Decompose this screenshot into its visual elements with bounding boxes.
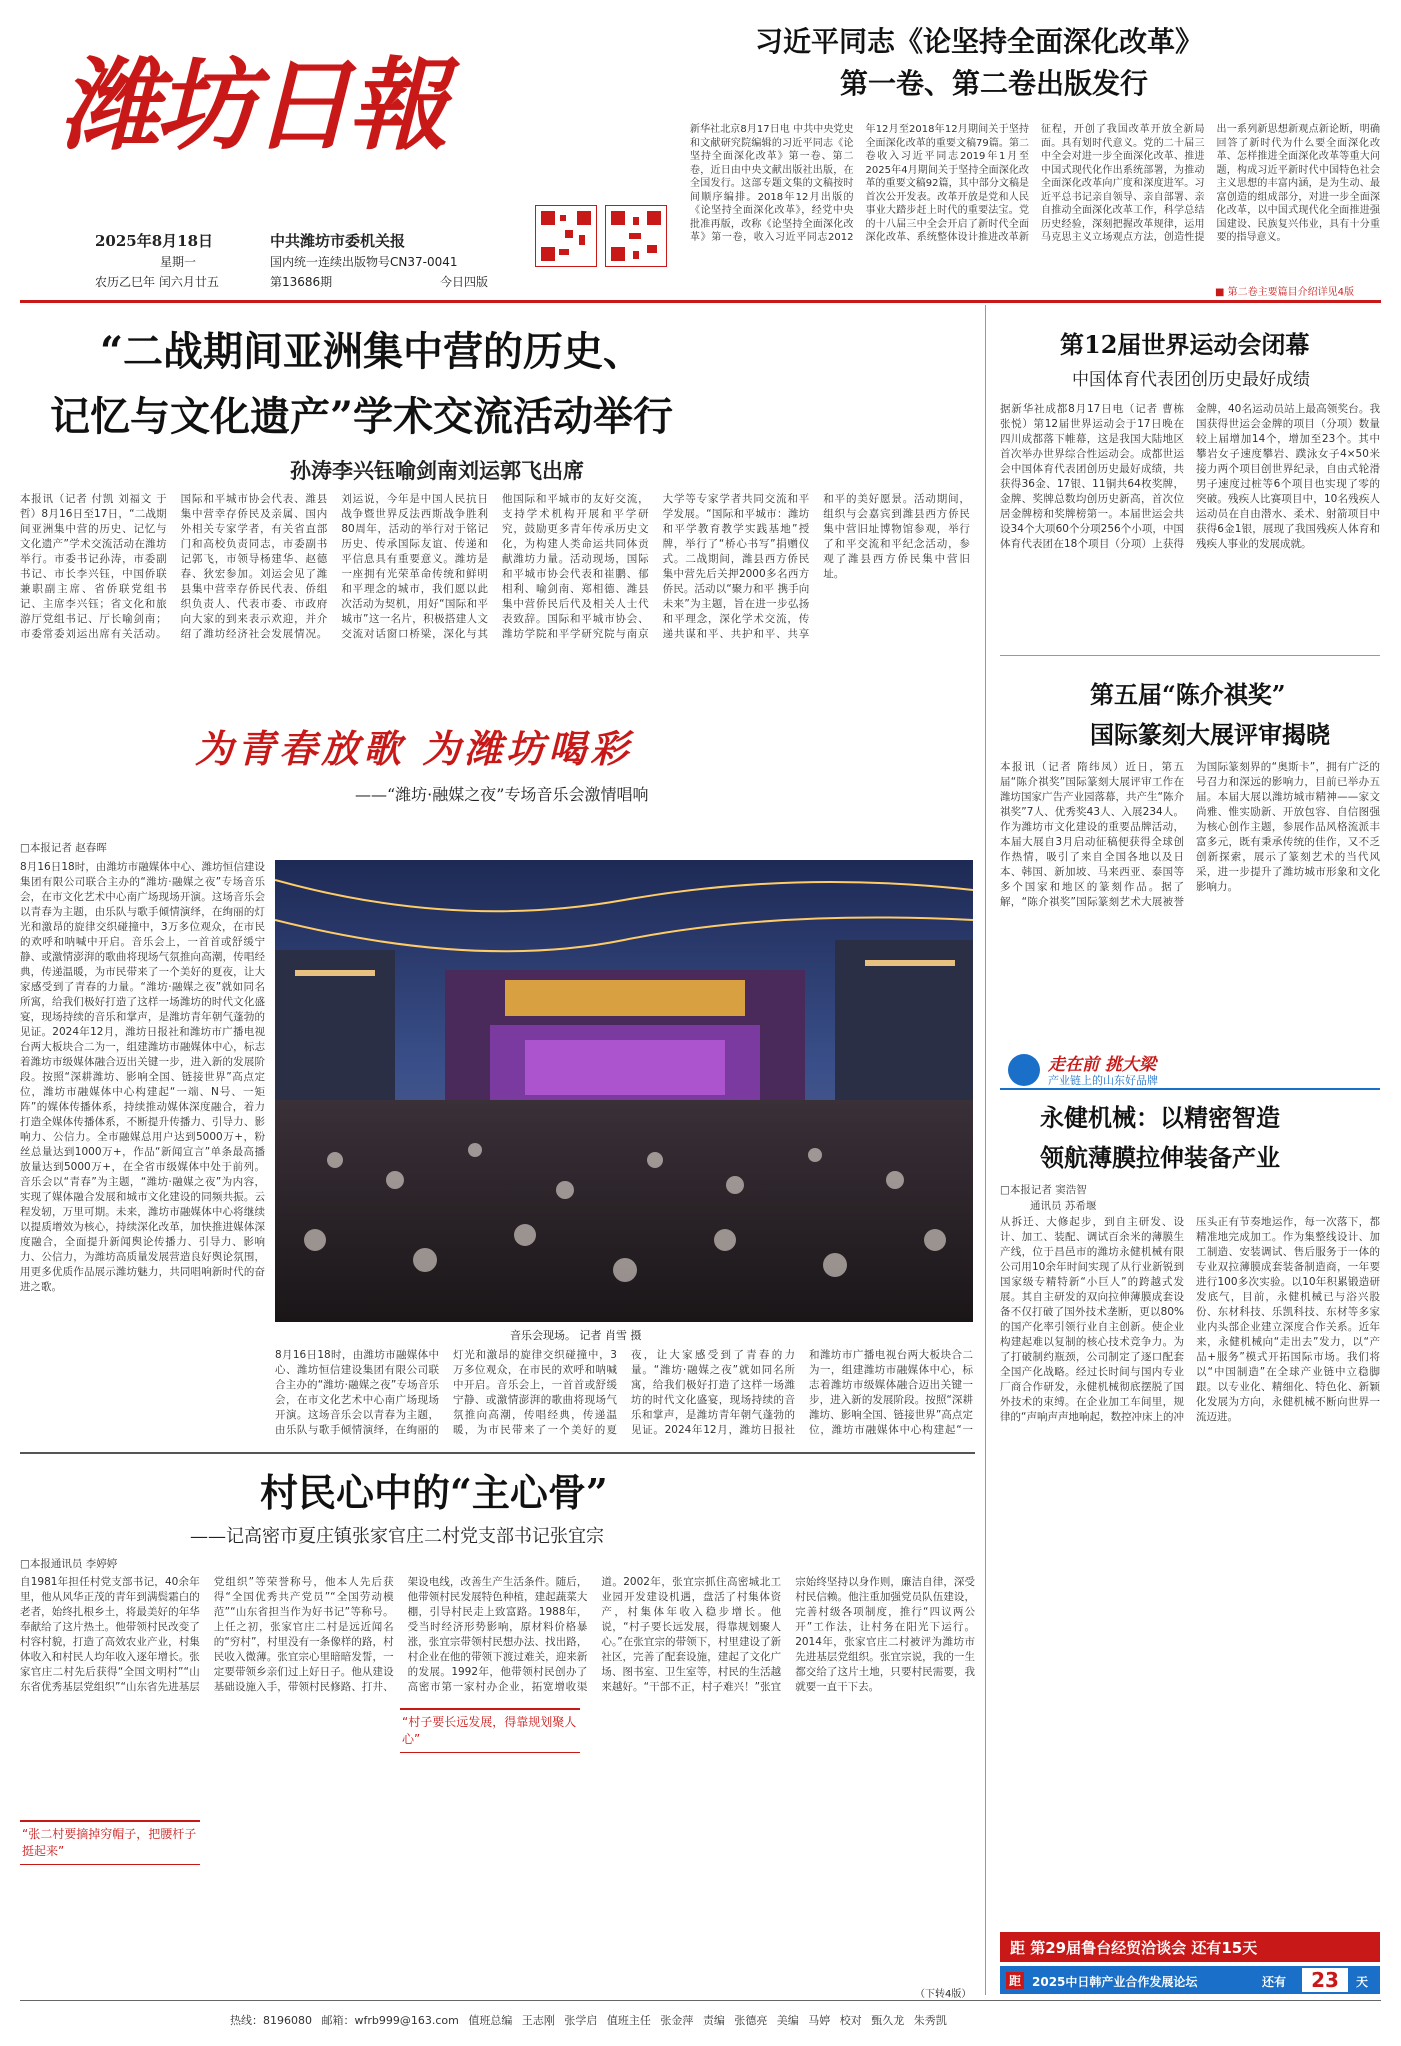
music-body-text-2: 8月16日18时，由潍坊市融媒体中心、潍坊恒信建设集团有限公司联合主办的“潍坊·融媒之夜”专场音乐会，在市文化艺术中心南广场现场开演。这场音乐会以青春为主题，由乐队与歌手倾情演绎，在绚丽的灯光和激昂的旋律交织碰撞中，3万多位观众，在市民的欢呼和呐喊中开启。音乐会上，一首首或舒缓宁静、或激情澎湃的歌曲将现场气氛推向高潮，传唱经典，传递温暖，为市民带来了一个美好的夏夜，让大家感受到了青春的力量。“潍坊·融媒之夜”就如同名所寓，给我们极好打造了这样一场潍坊的时代文化盛宴，现场持续的音乐和掌声，是潍坊青年朝气蓬勃的见证。2024年12月，潍坊日报社和潍坊市广播电视台两大板块合二为一，组建潍坊市融媒体中心，标志着潍坊市级媒体融合迈出关键一步，进入新的发展阶段。按照“深耕潍坊、影响全国、链接世界”高点定位，潍坊市融媒体中心构建起“一 xyxy=(275,1349,973,1436)
seal-body: 本报讯（记者 隋纬凤）近日，第五届“陈介祺奖”国际篆刻大展评审工作在潍坊国家广告产业园落幕，共产生“陈介祺奖”7人、优秀奖43人、入展234人。作为潍坊市文化建设的重要品牌活动，本届大展自3月启动征稿便获得全球创作热情，吸引了来自全国各地以及日本、韩国、新加坡、马来西亚、泰国等多个国家和地区的篆刻作品。据了解，“陈介祺奖”国际篆刻艺术大展被誉为国际篆刻界的“奥斯卡”，拥有广泛的号召力和深远的影响力，目前已举办五届。本届大展以潍坊城市精神——家文尚雅、惟实励新、开放包容、自信图强为核心创作主题，参展作品风格流派丰富多元，既有秉承传统的佳作，又不乏创新探索，展示了篆刻艺术的当代风采，进一步提升了潍坊城市形象和文化影响力。 xyxy=(1000,761,1380,908)
countdown-banner-1-text: 距 第29届鲁台经贸洽谈会 还有15天 xyxy=(1010,1939,1258,1957)
story2-subheadline: ——记高密市夏庄镇张家官庄二村党支部书记张宜宗 xyxy=(190,1526,604,1547)
story2-quote-1-text: “张二村要摘掉穷帽子，把腰杆子挺起来” xyxy=(22,1827,197,1858)
music-subtitle: ——“潍坊·融媒之夜”专场音乐会激情唱响 xyxy=(355,785,649,804)
lead-headline-1: 习近平同志《论坚持全面深化改革》 xyxy=(755,25,1204,58)
story2-body: 自1981年担任村党支部书记，40余年里，他从风华正茂的青年到满鬓霜白的老者，始终扎根乡土，将最美好的年华奉献给了这片热土。他带领村民改变了村容村貌，打造了高效农业产业，村集体收入和村民人均年收入逐年增长。张家官庄二村先后获得“全国文明村”“山东省优秀基层党组织”“山东省先进基层党组织”等荣誉称号，他本人先后获得“全国优秀共产党员”“全国劳动模范”“山东省担当作为好书记”等称号。上任之初，张家官庄二村是远近闻名的“穷村”，村里没有一条像样的路，村民收入微薄。张宜宗心里暗暗发誓，一定要带领乡亲们过上好日子。他从建设基础设施入手，带领村民修路、打井、架设电线，改善生产生活条件。随后，他带领村民发展特色种植，建起蔬菜大棚，引导村民走上致富路。1988年，受当时经济形势影响，原材料价格暴涨，张宜宗带领村民想办法、找出路，村企业在他的带领下渡过难关，迎来新的发展。1992年，他带领村民创办了高密市第一家村办企业，拓宽增收渠道。2002年，张宜宗抓住高密城北工业园开发建设机遇，盘活了村集体资产，村集体年收入稳步增长。他说，“村子要长远发展，得靠规划聚人心。”在张宜宗的带领下，村里建设了新社区，完善了配套设施，建起了文化广场、图书室、卫生室等，村民的生活越来越好。“干部不正，村子难兴！”张宜宗始终坚持以身作则，廉洁自律，深受村民信赖。他注重加强党员队伍建设，完善村级各项制度，推行“四议两公开”工作法，让村务在阳光下运行。2014年，张家官庄二村被评为潍坊市先进基层党组织。张宜宗说，我的一生都交给了这片土地，只要村民需要，我就要一直干下去。 xyxy=(20,1576,975,1693)
story2-headline: 村民心中的“主心骨” xyxy=(260,1470,608,1515)
music-body-text: 8月16日18时，由潍坊市融媒体中心、潍坊恒信建设集团有限公司联合主办的“潍坊·融媒之夜”专场音乐会，在市文化艺术中心南广场现场开演。这场音乐会以青春为主题，由乐队与歌手倾情演绎，在绚丽的灯光和激昂的旋律交织碰撞中，3万多位观众，在市民的欢呼和呐喊中开启。音乐会上，一首首或舒缓宁静、或激情澎湃的歌曲将现场气氛推向高潮，传唱经典，传递温暖，为市民带来了一个美好的夏夜，让大家感受到了青春的力量。“潍坊·融媒之夜”就如同名所寓，给我们极好打造了这样一场潍坊的时代文化盛宴，现场持续的音乐和掌声，是潍坊青年朝气蓬勃的见证。2024年12月，潍坊日报社和潍坊市广播电视台两大板块合二为一，组建潍坊市融媒体中心，标志着潍坊市级媒体融合迈出关键一步，进入新的发展阶段。按照“深耕潍坊、影响全国、链接世界”高点定位，潍坊市融媒体中心构建起“一端、N号、一矩阵”的媒体传播体系，持续推动媒体深度融合，着力打造全媒体传播体系，不断提升传播力、引导力、影响力、公信力。全市融媒总用户达到5000万+，粉丝总量达到1000万+，作品“新闻宣言”单条最高播放量达到5000万+，在全省市级媒体中处于前列。音乐会以“青春”为主题，“潍坊·融媒之夜”为内容，实现了媒体融合发展和城市文化建设的同频共振。云程发轫，万里可期。未来，潍坊市融媒体中心将继续以提质增效为核心，持续深化改革，加快推进媒体深度融合，全面提升新闻舆论传播力、引导力、影响力、公信力，为潍坊高质量发展营造良好舆论氛围，用更多优质作品展示潍坊魅力，共同唱响新时代的奋进之歌。 xyxy=(20,861,265,1293)
photo-caption: 音乐会现场。 记者 肖雪 摄 xyxy=(510,1329,642,1342)
footer-rule xyxy=(20,2000,1381,2001)
seal-subheadline: 国际篆刻大展评审揭晓 xyxy=(1090,720,1330,749)
qr-code-1[interactable] xyxy=(535,205,597,285)
countdown-2-title: 2025中日韩产业合作发展论坛 xyxy=(1032,1975,1198,1989)
company-body: 从拆迁、大修起步，到自主研发、设计、加工、装配、调试百余米的薄膜生产线，位于昌邑市的潍坊永健机械有限公司用10余年时间实现了从行业新锐到国家级专精特新“小巨人”的跨越式发展。其自主研发的双向拉伸薄膜成套设备不仅打破了国外技术垄断，更以80%的国产化率引领行业自主创新。使企业构建起难以复制的核心技术竞争力。为了打破制约瓶颈，公司制定了逐口配套全国产化战略。经过长时间与国内专业厂商合作研发，永健机械彻底摆脱了国外技术的束缚。在企业加工车间里，规律的“声响声声地响起，数控冲床上的冲压头正有节奏地运作，每一次落下，都精准地完成加工。作为集整线设计、加工制造、安装调试、售后服务于一体的专业双拉薄膜成套装备制造商，一年要进行100多次实验。以10年积累锻造研发底气，目前，永健机械已与浴兴股份、东材科技、乐凯科技、东材等多家业内头部企业建立深度合作关系。近年来，永健机械向“走出去”发力，以“产品+服务”模式开拓国际市场。我们将以“中国制造”在全球产业链中立稳脚跟。以专业化、精细化、特色化、新颖化发展为方向，永健机械不断向世界一流迈进。 xyxy=(1000,1216,1380,1423)
music-reporter: □本报记者 赵春晖 xyxy=(20,842,107,854)
games-headline: 第12届世界运动会闭幕 xyxy=(1060,330,1310,359)
story1-headline-2: 记忆与文化遗产”学术交流活动举行 xyxy=(50,393,674,440)
qr-code-2[interactable] xyxy=(605,205,667,285)
banner-icon xyxy=(1008,1054,1040,1086)
column-divider xyxy=(985,305,986,1995)
masthead-logo xyxy=(60,40,470,160)
countdown-2-days: 23 xyxy=(1302,1968,1348,1992)
company-headline-1: 永健机械：以精密智造 xyxy=(1040,1103,1280,1132)
concert-photo-image xyxy=(275,860,973,1322)
company-reporter: □本报记者 窦浩智 xyxy=(1000,1184,1087,1196)
lead-note[interactable]: ■ 第二卷主要篇目介绍详见4版 xyxy=(1215,287,1354,298)
countdown-2-unit: 天 xyxy=(1356,1975,1369,1989)
story2-quote-1 xyxy=(20,1820,200,1865)
issue-lunar: 农历乙巳年 闰六月廿五 xyxy=(95,275,219,289)
story1-subheadline: 孙涛李兴钰喻剑南刘运郭飞出席 xyxy=(290,458,584,483)
company-reporter-2: 通讯员 苏希堰 xyxy=(1030,1200,1097,1212)
masthead-title xyxy=(60,40,470,160)
story2-quote-2-text: “村子要长远发展，得靠规划聚人心” xyxy=(402,1715,577,1746)
publication-cn: 国内统一连续出版物号CN37-0041 xyxy=(270,255,458,269)
page-count: 今日四版 xyxy=(440,275,489,289)
countdown-banner-1[interactable] xyxy=(1000,1932,1380,1962)
svg-text:潍坊日報: 潍坊日報 xyxy=(60,46,444,160)
story1-headline-1: “二战期间亚洲集中营的历史、 xyxy=(100,328,644,375)
issue-date: 2025年8月18日 xyxy=(95,232,214,250)
seal-headline: 第五届“陈介祺奖” xyxy=(1090,680,1286,709)
issue-weekday: 星期一 xyxy=(160,255,197,269)
music-body-bottom xyxy=(275,1348,973,1448)
column-banner-title: 走在前 挑大梁 xyxy=(1048,1055,1156,1075)
lead-headline-2: 第一卷、第二卷出版发行 xyxy=(840,67,1149,100)
column-banner xyxy=(1000,1048,1380,1090)
music-divider xyxy=(20,1452,975,1454)
games-subheadline: 中国体育代表团创历史最好成绩 xyxy=(1072,370,1310,390)
story2-quote-2 xyxy=(400,1708,580,1753)
masthead-divider xyxy=(20,300,1381,303)
countdown-2-label: 距 xyxy=(1006,1972,1024,1989)
story2-reporter: □本报通讯员 李婷婷 xyxy=(20,1558,118,1570)
company-headline-2: 领航薄膜拉伸装备产业 xyxy=(1040,1143,1280,1172)
music-body-left xyxy=(20,860,265,1440)
issue-number: 第13686期 xyxy=(270,275,333,289)
publisher: 中共潍坊市委机关报 xyxy=(270,232,406,250)
countdown-2-prefix: 还有 xyxy=(1262,1975,1287,1989)
games-body: 据新华社成都8月17日电（记者 曹栋 张悦）第12届世界运动会于17日晚在四川成都落下帷幕，这是我国大陆地区首次举办世界综合性运动会。成都世运会中国体育代表团创历史最好成绩，共获得36金、17银、11铜共64枚奖牌，金牌、奖牌总数均创历史新高，首次位居金牌榜和奖牌榜第一。本届世运会共设34个大项60个分项256个小项，中国体育代表团在18个项目（分项）上获得金牌，40名运动员站上最高领奖台。我国获得世运会金牌的项目（分项）数量较上届增加14个，增加至23个。其中攀岩女子速度攀岩、蹼泳女子4×50米接力两个项目创世界纪录，自由式轮滑男子速度过桩等6个项目也实现了零的突破。残疾人比赛项目中，10名残疾人运动员在自由潜水、柔术、射箭项目中获得6金1银，展现了我国残疾人体育和残疾人事业的发展成就。 xyxy=(1000,403,1380,550)
games-divider xyxy=(1000,655,1380,656)
column-banner-sub: 产业链上的山东好品牌 xyxy=(1048,1074,1158,1087)
concert-photo[interactable] xyxy=(275,860,973,1322)
music-title: 为青春放歌 为潍坊喝彩 xyxy=(195,726,633,771)
footer-info: 热线：8196080 邮箱：wfrb999@163.com 值班总编 王志刚 张学启 值班主任 张金萍 责编 张德亮 美编 马婷 校对 甄久龙 朱秀凯 xyxy=(230,2014,947,2027)
countdown-banner-2[interactable] xyxy=(1000,1966,1380,1994)
story1-body: 本报讯（记者 付凯 刘福文 于哲）8月16日至17日，“二战期间亚洲集中营的历史、记忆与文化遗产”学术交流活动在潍坊举行。市委书记孙涛，市委副书记、市长李兴钰，中国侨联兼职副主席、省侨联党组书记、主席李兴钰；省文化和旅游厅党组书记、厅长喻剑南；市委常委刘运出席有关活动。国际和平城市协会代表、潍县集中营幸存侨民及亲属、国内外相关专家学者，有关省直部门和高校负责同志，市委副书记郭飞，市领导杨建华、赵德春、狄宏参加。刘运会见了潍县集中营幸存侨民代表、侨组织负责人、代表市委、市政府向大家的到来表示欢迎，并介绍了潍坊经济社会发展情况。刘运说，今年是中国人民抗日战争暨世界反法西斯战争胜利80周年，活动的举行对于铭记历史、传承国际友谊、传递和平信息具有重要意义。潍坊是一座拥有光荣革命传统和鲜明和平理念的城市，我们愿以此次活动为契机，用好“国际和平城市”这一名片，积极搭建人文交流对话窗口桥梁，深化与其他国际和平城市的友好交流，支持学术机构开展和平学研究，鼓励更多青年传承历史文化，为构建人类命运共同体贡献潍坊力量。活动现场，国际和平城市协会代表和崔鹏、郁相利、喻剑南、郑相德、潍县集中营侨民后代及相关人士代表致辞。国际和平城市协会、潍坊学院和平学研究院与南京大学等专家学者共同交流和平学发展。“国际和平城市：潍坊和平学教育教学实践基地”授牌，举行了“桥心书写”捐赠仪式。二战期间，潍县西方侨民集中营先后关押2000多名西方侨民。活动以“聚力和平 携手向未来”为主题，旨在进一步弘扬和平理念，深化学术交流，传递共谋和平、共护和平、共享和平的美好愿景。活动期间，组织与会嘉宾到潍县西方侨民集中营旧址博物馆参观，举行了和平交流和平纪念活动，参观了潍县西方侨民集中营旧址。 xyxy=(20,493,970,640)
lead-body: 新华社北京8月17日电 中共中央党史和文献研究院编辑的习近平同志《论坚持全面深化改革》第一卷、第二卷，近日由中央文献出版社出版，在全国发行。这部专题文集的文稿按时间顺序编排。2018年12月出版的《论坚持全面深化改革》，经党中央批准再版，改称《论坚持全面深化改革》第一卷，收入习近平同志2012年12月至2018年12月期间关于坚持全面深化改革的重要文稿79篇。第二卷收入习近平同志2019年1月至2025年4月期间关于坚持全面深化改革的重要文稿92篇，其中部分文稿是首次公开发表。改革开放是党和人民事业大踏步赶上时代的重要法宝。党的十八届三中全会开启了新时代全面深化改革、系统整体设计推进改革新征程，开创了我国改革开放全新局面。具有划时代意义。党的二十届三中全会对进一步全面深化改革、推进中国式现代化作出系统部署，为推动全面深化改革向广度和深度进军。习近平总书记亲自领导、亲自部署、亲自推动全面深化改革工作，科学总结历史经验，深刻把握改革规律，运用马克思主义立场观点方法，创造性提出一系列新思想新观点新论断，明确回答了新时代为什么要全面深化改革、怎样推进全面深化改革等重大问题，构成习近平新时代中国特色社会主义思想的丰富内涵，是为生动、最富创造的组成部分，对进一步全面深化改革，以中国式现代化全面推进强国建设、民族复兴伟业，具有十分重要的指导意义。 xyxy=(690,124,1380,243)
story2-continued[interactable]: （下转4版） xyxy=(915,1989,972,2000)
